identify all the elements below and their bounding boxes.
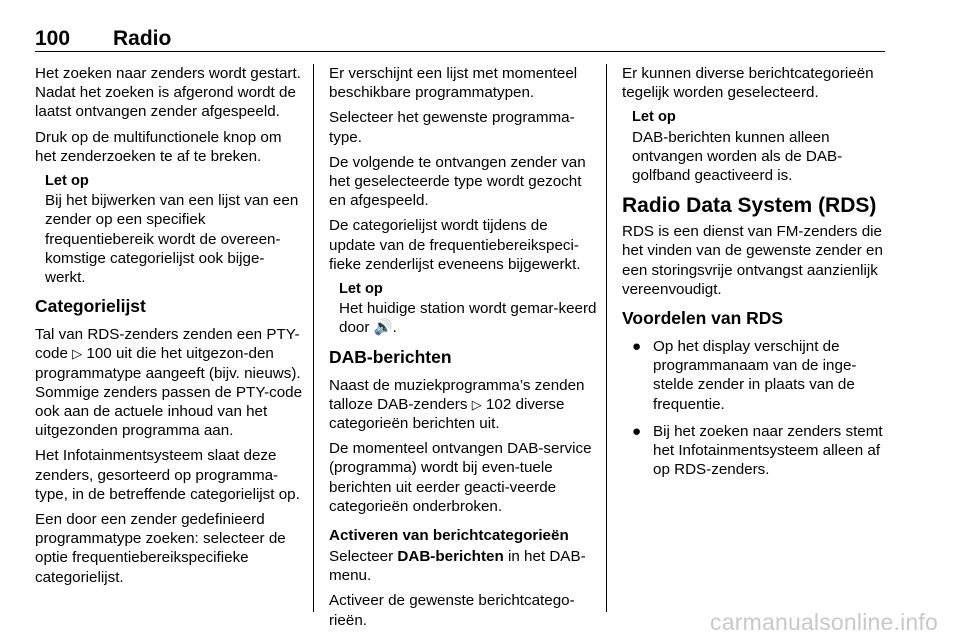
paragraph: De momenteel ontvangen DAB-service (programma) wordt bij even-tuele berichten uit eerder geacti-veerde categorieën onderbroken. (329, 440, 592, 515)
page-ref-arrow-icon: ▷ (72, 346, 83, 362)
text: Het huidige station wordt gemar-keerd door (339, 300, 597, 337)
note-text: Bij het bijwerken van een lijst van een zender op een specifiek frequentiebereik wordt de overeen-komstige categorielijst ook bijge-werkt. (45, 192, 299, 287)
paragraph: Selecteer het gewenste programma-type. (329, 109, 575, 146)
bullet-icon: ● (632, 338, 642, 356)
note-text (339, 299, 597, 337)
paragraph (329, 547, 597, 585)
header-rule (35, 51, 885, 52)
text: Tal van RDS-zenders zenden een PTY-code (35, 326, 300, 363)
column-divider (313, 64, 314, 612)
note-title: Let op (339, 281, 383, 298)
text: Naast de muziekprogramma’s zenden talloze DAB-zenders (329, 376, 585, 413)
paragraph: Er verschijnt een lijst met momenteel beschikbare programmatypen. (329, 65, 578, 102)
column-2 (329, 64, 597, 636)
heading-rds: Radio Data System (RDS) (622, 194, 877, 218)
note (339, 280, 597, 338)
text: Selecteer (329, 548, 394, 566)
menu-item-ref: DAB-berichten (397, 548, 504, 566)
heading-categorielijst: Categorielijst (35, 296, 146, 317)
watermark: carmanualsonline.info (710, 609, 938, 635)
bullet-list (622, 337, 890, 479)
page-header (35, 27, 885, 53)
note (632, 108, 890, 185)
note-title: Let op (45, 173, 89, 190)
paragraph: De volgende te ontvangen zender van het geselecteerde type wordt gezocht en afgespeeld. (329, 153, 586, 210)
heading-voordelen: Voordelen van RDS (622, 308, 784, 329)
text: uit die het uitgezon-den programmatype aangeeft (bijv. nieuws). Sommige zenders passen de PTY-code ook aan de actuele inhoud van het uitgezonden programma aan. (35, 345, 303, 440)
list-item (622, 422, 890, 480)
paragraph: Het zoeken naar zenders wordt gestart. Nadat het zoeken is afgerond wordt de laatst ontvangen zender afgespeeld. (35, 65, 301, 121)
paragraph: De categorielijst wordt tijdens de update van de frequentiebereikspeci-fieke zenderlijst eveneens bijgewerkt. (329, 217, 581, 273)
paragraph: Het Infotainmentsysteem slaat deze zenders, gesorteerd op programma-type, in de betreffende categorielijst op. (35, 447, 300, 503)
page-number: 100 (35, 27, 71, 50)
paragraph (329, 376, 597, 434)
list-item (622, 337, 890, 414)
paragraph (35, 325, 303, 440)
paragraph: Activeer de gewenste berichtcatego-rieën. (329, 592, 575, 629)
paragraph: Druk op de multifunctionele knop om het zenderzoeken te af te breken. (35, 128, 282, 165)
text: diverse categorieën berichten uit. (329, 395, 565, 433)
column-divider (606, 64, 607, 612)
column-3 (622, 64, 890, 487)
paragraph: Er kunnen diverse berichtcategorieën tegelijk worden geselecteerd. (622, 65, 874, 102)
note-text: DAB-berichten kunnen alleen ontvangen worden als de DAB-golfband geactiveerd is. (632, 128, 843, 185)
section-title: Radio (113, 27, 172, 50)
paragraph: RDS is een dienst van FM-zenders die het vinden van de gewenste zender en een storingsvrije ontvangst aanzienlijk vereenvoudigt. (622, 223, 883, 298)
speaker-icon: 🔊 (373, 319, 393, 337)
note (45, 172, 303, 287)
paragraph: Een door een zender gedefinieerd programmatype zoeken: selecteer de optie frequentiebereikspecifieke categorielijst. (35, 511, 286, 586)
heading-dab-berichten: DAB-berichten (329, 346, 452, 367)
text: . (392, 319, 397, 337)
page-ref[interactable]: 100 (86, 345, 112, 363)
subheading-activeren: Activeren van berichtcategorieën (329, 527, 569, 545)
column-1 (35, 64, 303, 593)
page-ref[interactable]: 102 (485, 395, 512, 413)
list-item-text: Op het display verschijnt de programmanaam van de inge-stelde zender in plaats van de frequentie. (653, 338, 857, 413)
page-ref-arrow-icon: ▷ (471, 396, 482, 412)
note-title: Let op (632, 109, 676, 126)
text: in het DAB-menu. (329, 548, 586, 585)
list-item-text: Bij het zoeken naar zenders stemt het Infotainmentsysteem alleen af op RDS-zenders. (653, 422, 883, 479)
bullet-icon: ● (632, 422, 642, 440)
